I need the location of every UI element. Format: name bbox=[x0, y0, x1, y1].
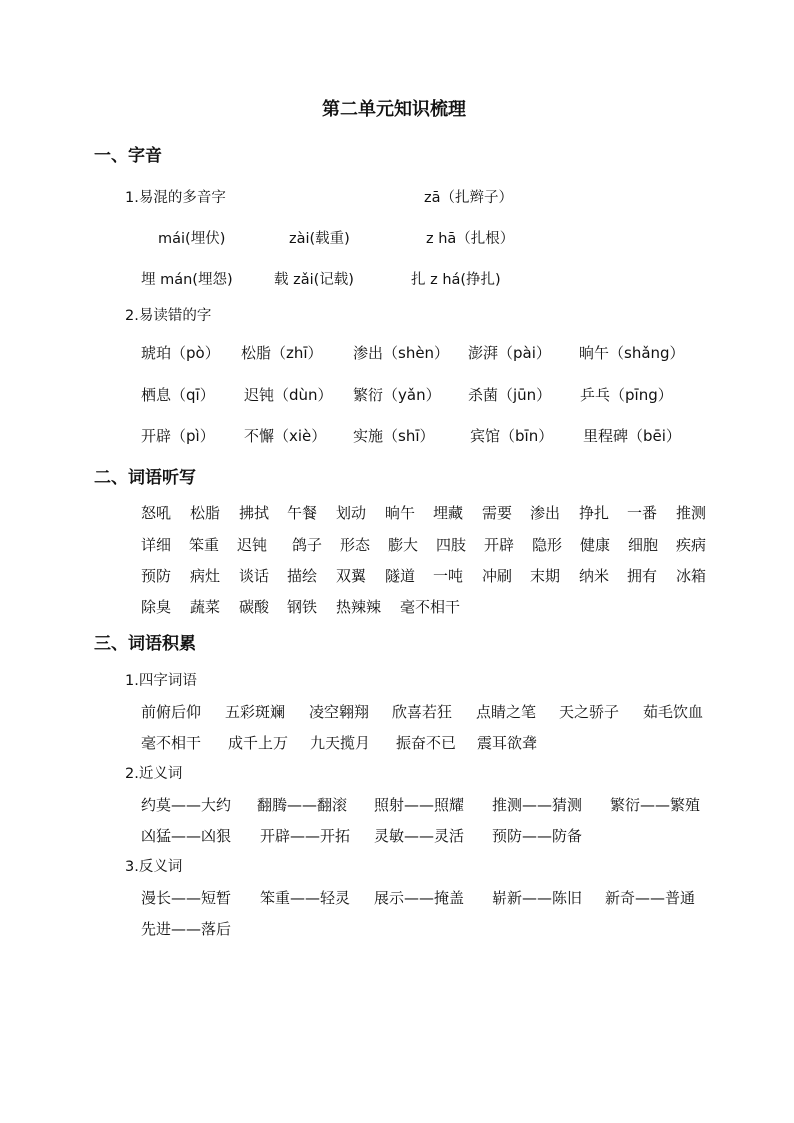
misread-word: 渗出（shèn） bbox=[353, 344, 450, 362]
synonym-pair: 推测——猜测 bbox=[492, 796, 583, 814]
dictation-word: 膨大 bbox=[388, 536, 419, 554]
dictation-word: 蔬菜 bbox=[190, 598, 221, 616]
polyphone-item: zā（扎辫子） bbox=[424, 190, 513, 206]
synonym-pair: 凶猛——凶狠 bbox=[141, 827, 232, 845]
dictation-word: 疾病 bbox=[676, 536, 707, 554]
dictation-word: 热辣辣 bbox=[336, 598, 382, 616]
synonym-pair: 开辟——开拓 bbox=[260, 827, 351, 845]
misread-word: 杀菌（jūn） bbox=[468, 386, 552, 404]
dictation-word: 描绘 bbox=[287, 567, 318, 585]
dictation-word: 隐形 bbox=[532, 536, 563, 554]
idiom: 震耳欲聋 bbox=[477, 734, 538, 752]
dictation-word: 冲刷 bbox=[482, 567, 513, 585]
idiom: 前俯后仰 bbox=[141, 703, 202, 721]
section-heading-dictation: 二、词语听写 bbox=[94, 468, 196, 488]
dictation-word: 划动 bbox=[336, 504, 367, 522]
dictation-word: 午餐 bbox=[287, 504, 318, 522]
dictation-word: 拥有 bbox=[627, 567, 658, 585]
misread-word: 迟钝（dùn） bbox=[244, 386, 333, 404]
idiom: 成千上万 bbox=[228, 734, 289, 752]
misread-word: 宾馆（bīn） bbox=[470, 427, 554, 445]
misread-word: 里程碑（bēi） bbox=[583, 427, 681, 445]
idiom: 振奋不已 bbox=[396, 734, 457, 752]
dictation-word: 预防 bbox=[141, 567, 172, 585]
polyphone-item: 埋 mán(埋怨) bbox=[141, 272, 233, 288]
misread-word: 琥珀（pò） bbox=[141, 344, 220, 362]
dictation-word: 冰箱 bbox=[676, 567, 707, 585]
misread-word: 不懈（xiè） bbox=[244, 427, 327, 445]
idiom: 五彩斑斓 bbox=[225, 703, 286, 721]
misread-word: 澎湃（pài） bbox=[468, 344, 551, 362]
dictation-word: 详细 bbox=[141, 536, 172, 554]
synonym-pair: 灵敏——灵活 bbox=[374, 827, 465, 845]
polyphone-item: 载 zǎi(记载) bbox=[274, 272, 354, 288]
antonym-pair: 展示——掩盖 bbox=[374, 889, 465, 907]
misread-word: 繁衍（yǎn） bbox=[353, 386, 441, 404]
dictation-word: 谈话 bbox=[239, 567, 270, 585]
idiom: 天之骄子 bbox=[559, 703, 620, 721]
dictation-word: 需要 bbox=[482, 504, 513, 522]
dictation-word: 除臭 bbox=[141, 598, 172, 616]
section-heading-pronunciation: 一、字音 bbox=[94, 146, 162, 166]
antonym-pair: 新奇——普通 bbox=[605, 889, 696, 907]
dictation-word: 隧道 bbox=[385, 567, 416, 585]
dictation-word: 纳米 bbox=[579, 567, 610, 585]
dictation-word: 开辟 bbox=[484, 536, 515, 554]
misread-word: 乒乓（pīng） bbox=[580, 386, 673, 404]
dictation-word: 细胞 bbox=[628, 536, 659, 554]
idiom: 毫不相干 bbox=[141, 734, 202, 752]
misread-word: 实施（shī） bbox=[353, 427, 435, 445]
section-heading-vocabulary: 三、词语积累 bbox=[94, 634, 196, 654]
synonym-pair: 繁衍——繁殖 bbox=[610, 796, 701, 814]
polyphone-item: zài(载重) bbox=[289, 231, 350, 247]
page-title: 第二单元知识梳理 bbox=[322, 99, 466, 120]
subheading-idioms: 1.四字词语 bbox=[125, 673, 197, 689]
antonym-pair: 先进——落后 bbox=[141, 920, 232, 938]
synonym-pair: 约莫——大约 bbox=[141, 796, 232, 814]
dictation-word: 四肢 bbox=[436, 536, 467, 554]
subheading-misread-words: 2.易读错的字 bbox=[125, 308, 212, 324]
dictation-word: 钢铁 bbox=[287, 598, 318, 616]
polyphone-item: z hā（扎根） bbox=[426, 231, 515, 247]
dictation-word: 渗出 bbox=[530, 504, 561, 522]
dictation-word: 一番 bbox=[627, 504, 658, 522]
misread-word: 松脂（zhī） bbox=[241, 344, 323, 362]
dictation-word: 推测 bbox=[676, 504, 707, 522]
antonym-pair: 笨重——轻灵 bbox=[260, 889, 351, 907]
misread-word: 晌午（shǎng） bbox=[579, 344, 685, 362]
dictation-word: 形态 bbox=[340, 536, 371, 554]
dictation-word: 笨重 bbox=[189, 536, 220, 554]
subheading-antonyms: 3.反义词 bbox=[125, 859, 183, 875]
idiom: 凌空翱翔 bbox=[309, 703, 370, 721]
dictation-word: 迟钝 bbox=[237, 536, 268, 554]
dictation-word: 病灶 bbox=[190, 567, 221, 585]
subheading-synonyms: 2.近义词 bbox=[125, 766, 183, 782]
idiom: 欣喜若狂 bbox=[392, 703, 453, 721]
polyphone-item: mái(埋伏) bbox=[158, 231, 226, 247]
idiom: 点睛之笔 bbox=[476, 703, 537, 721]
subheading-polyphones: 1.易混的多音字 bbox=[125, 190, 226, 206]
dictation-word: 毫不相干 bbox=[400, 598, 461, 616]
misread-word: 开辟（pì） bbox=[141, 427, 215, 445]
synonym-pair: 翻腾——翻滚 bbox=[257, 796, 348, 814]
dictation-word: 一吨 bbox=[433, 567, 464, 585]
dictation-word: 双翼 bbox=[336, 567, 367, 585]
synonym-pair: 照射——照耀 bbox=[374, 796, 465, 814]
misread-word: 栖息（qī） bbox=[141, 386, 215, 404]
dictation-word: 末期 bbox=[530, 567, 561, 585]
antonym-pair: 漫长——短暂 bbox=[141, 889, 232, 907]
dictation-word: 碳酸 bbox=[239, 598, 270, 616]
polyphone-item: 扎 z há(挣扎) bbox=[411, 272, 501, 288]
dictation-word: 埋藏 bbox=[433, 504, 464, 522]
dictation-word: 挣扎 bbox=[579, 504, 610, 522]
dictation-word: 松脂 bbox=[190, 504, 221, 522]
synonym-pair: 预防——防备 bbox=[492, 827, 583, 845]
idiom: 九天揽月 bbox=[310, 734, 371, 752]
antonym-pair: 崭新——陈旧 bbox=[492, 889, 583, 907]
dictation-word: 健康 bbox=[580, 536, 611, 554]
dictation-word: 晌午 bbox=[385, 504, 416, 522]
dictation-word: 拂拭 bbox=[239, 504, 270, 522]
dictation-word: 鸽子 bbox=[292, 536, 323, 554]
idiom: 茹毛饮血 bbox=[643, 703, 704, 721]
dictation-word: 怒吼 bbox=[141, 504, 172, 522]
